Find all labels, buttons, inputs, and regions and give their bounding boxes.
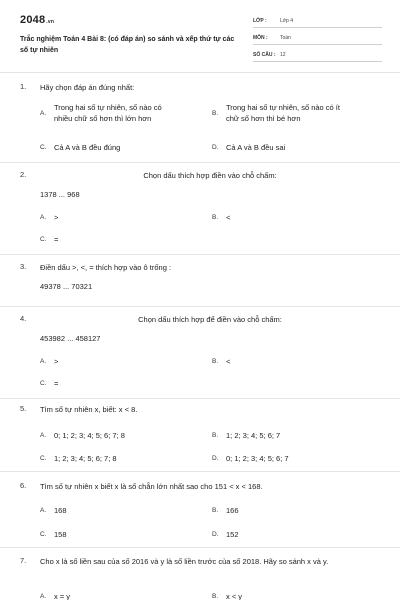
option-a[interactable]: A. Trong hai số tự nhiên, số nào có nhiều chữ số hơn thì lớn hơn xyxy=(40,103,162,123)
question-divider xyxy=(0,306,400,307)
option-d[interactable]: D. 0; 1; 2; 3; 4; 5; 6; 7 xyxy=(212,454,289,463)
option-c[interactable]: C. = xyxy=(40,235,59,244)
question-expression: 49378 ... 70321 xyxy=(40,282,93,291)
question-text: Điền dấu >, <, = thích hợp vào ô trống : xyxy=(40,263,172,272)
question-5: 5. Tìm số tự nhiên x, biết: x < 8. A. 0; 1; 2; 3; 4; 5; 6; 7; 8 B. 1; 2; 3; 4; 5; 6; 7 C. 1; 2; 3; 4; 5; 6; 7; 8 D. 0; 1; 2; 3; 4; 5; 6; 7 xyxy=(20,404,382,468)
question-text: Chọn dấu thích hợp để điền vào chỗ chấm: xyxy=(138,315,282,324)
option-b[interactable]: B. 1; 2; 3; 4; 5; 6; 7 xyxy=(212,431,281,440)
question-text: Cho x là số liền sau của số 2016 và y là số liền trước của số 2018. Hãy so sánh x và y. xyxy=(40,557,329,566)
question-6: 6. Tìm số tự nhiên x biết x là số chẵn lớn nhất sao cho 151 < x < 168. A. 168 B. 166 C. 158 D. 152 xyxy=(20,481,382,545)
option-d[interactable]: D. Cả A và B đều sai xyxy=(212,143,286,152)
question-4: 4. Chọn dấu thích hợp để điền vào chỗ chấm: 453982 ... 458127 A. > B. < C. = xyxy=(20,314,382,394)
option-a[interactable]: A. x = y xyxy=(40,592,71,600)
site-logo[interactable]: 2048.vn xyxy=(20,14,55,26)
option-b[interactable]: B. x < y xyxy=(212,592,243,600)
question-divider xyxy=(0,471,400,472)
question-divider xyxy=(0,254,400,255)
option-a[interactable]: A. > xyxy=(40,213,59,222)
header-divider xyxy=(0,72,400,73)
question-text: Tìm số tự nhiên x, biết: x < 8. xyxy=(40,405,138,414)
question-7: 7. Cho x là số liền sau của số 2016 và y là số liền trước của số 2018. Hãy so sánh x và y. A. x = y B. x < y xyxy=(20,556,382,600)
option-b[interactable]: B. Trong hai số tự nhiên, số nào có ít chữ số hơn thì bé hơn xyxy=(212,103,340,123)
option-a[interactable]: A. > xyxy=(40,357,59,366)
question-divider xyxy=(0,398,400,399)
option-a[interactable]: A. 0; 1; 2; 3; 4; 5; 6; 7; 8 xyxy=(40,431,125,440)
option-d[interactable]: D. 152 xyxy=(212,530,239,539)
question-text: Chọn dấu thích hợp điền vào chỗ chấm: xyxy=(143,171,277,180)
question-divider xyxy=(0,162,400,163)
option-c[interactable]: C. 1; 2; 3; 4; 5; 6; 7; 8 xyxy=(40,454,117,463)
question-2: 2. Chọn dấu thích hợp điền vào chỗ chấm: 1378 ... 968 A. > B. < C. = xyxy=(20,170,382,250)
worksheet-header xyxy=(20,14,382,66)
option-a[interactable]: A. 168 xyxy=(40,506,67,515)
meta-subject: MÔN : Toán xyxy=(253,31,382,45)
option-b[interactable]: B. < xyxy=(212,357,231,366)
option-c[interactable]: C. = xyxy=(40,379,59,388)
question-1: 1. Hãy chọn đáp án đúng nhất: A. Trong hai số tự nhiên, số nào có nhiều chữ số hơn thì lớn hơn B. Trong hai số tự nhiên, số nào có ít chữ số hơn thì bé hơn C. Cả A và B đều đúng D. Cả A và B đều sai xyxy=(20,82,382,160)
question-expression: 1378 ... 968 xyxy=(40,190,80,199)
option-c[interactable]: C. Cả A và B đều đúng xyxy=(40,143,121,152)
option-c[interactable]: C. 158 xyxy=(40,530,67,539)
question-text: Tìm số tự nhiên x biết x là số chẵn lớn nhất sao cho 151 < x < 168. xyxy=(40,482,263,491)
question-text: Hãy chọn đáp án đúng nhất: xyxy=(40,83,135,92)
meta-question-count: SỐ CÂU : 12 xyxy=(253,48,382,62)
meta-info xyxy=(253,14,382,65)
option-b[interactable]: B. < xyxy=(212,213,231,222)
question-expression: 453982 ... 458127 xyxy=(40,334,101,343)
meta-class: LỚP : Lớp 4 xyxy=(253,14,382,28)
question-3: 3. Điền dấu >, <, = thích hợp vào ô trống : 49378 ... 70321 xyxy=(20,262,382,300)
document-title: Trắc nghiệm Toán 4 Bài 8: (có đáp án) so sánh và xếp thứ tự các số tự nhiên xyxy=(20,36,235,54)
question-divider xyxy=(0,547,400,548)
option-b[interactable]: B. 166 xyxy=(212,506,239,515)
